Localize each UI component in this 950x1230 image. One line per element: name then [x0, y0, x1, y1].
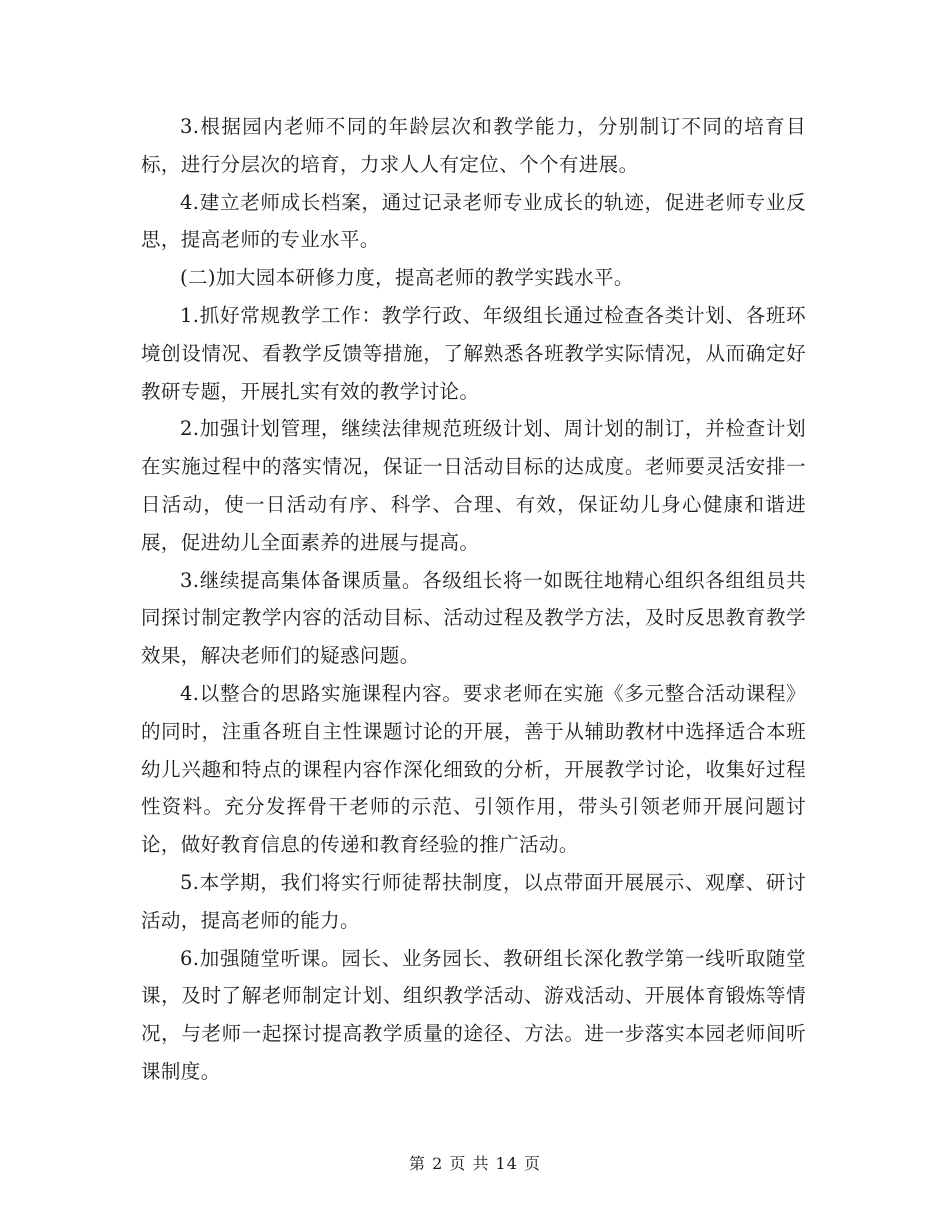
- paragraph-3-lesson-prep: 3.继续提高集体备课质量。各级组长将一如既往地精心组织各组组员共同探讨制定教学内容的活动目标、活动过程及教学方法，及时反思教育教学效果，解决老师们的疑惑问题。: [141, 568, 806, 668]
- paragraph-5-mentorship: 5.本学期，我们将实行师徒帮扶制度，以点带面开展展示、观摩、研讨活动，提高老师的能力。: [141, 870, 806, 932]
- paragraph-4-growth-archive: 4.建立老师成长档案，通过记录老师专业成长的轨迹，促进老师专业反思，提高老师的专业水平。: [141, 190, 806, 252]
- paragraph-1-routine-teaching: 1.抓好常规教学工作：教学行政、年级组长通过检查各类计划、各班环境创设情况、看教学反馈等措施，了解熟悉各班教学实际情况，从而确定好教研专题，开展扎实有效的教学讨论。: [141, 303, 806, 403]
- paragraph-3-training-goals: 3.根据园内老师不同的年龄层次和教学能力，分别制订不同的培育目标，进行分层次的培育，力求人人有定位、个个有进展。: [141, 115, 806, 176]
- footer-middle: 页 共: [449, 1154, 490, 1173]
- section-heading-2: (二)加大园本研修力度，提高老师的教学实践水平。: [180, 266, 634, 290]
- paragraph-2-plan-management: 2.加强计划管理，继续法律规范班级计划、周计划的制订，并检查计划在实施过程中的落实情况，保证一日活动目标的达成度。老师要灵活安排一日活动，使一日活动有序、科学、合理、有效，保证幼儿身心健康和谐进展，促进幼儿全面素养的进展与提高。: [141, 417, 806, 554]
- footer-page-number: 2: [432, 1154, 444, 1173]
- footer-suffix: 页: [524, 1154, 542, 1173]
- footer-total-pages: 14: [495, 1154, 518, 1173]
- paragraph-6-class-observation: 6.加强随堂听课。园长、业务园长、教研组长深化教学第一线听取随堂课，及时了解老师制定计划、组织教学活动、游戏活动、开展体育锻炼等情况，与老师一起探讨提高教学质量的途径、方法。进一步落实本园老师间听课制度。: [141, 946, 806, 1083]
- document-body: [141, 108, 806, 1091]
- paragraph-4-curriculum: 4.以整合的思路实施课程内容。要求老师在实施《多元整合活动课程》的同时，注重各班自主性课题讨论的开展，善于从辅助教材中选择适合本班幼儿兴趣和特点的课程内容作深化细致的分析，开展教学讨论，收集好过程性资料。充分发挥骨干老师的示范、引领作用，带头引领老师开展问题讨论，做好教育信息的传递和教育经验的推广活动。: [141, 681, 806, 857]
- footer-prefix: 第: [408, 1154, 426, 1173]
- page-footer: [0, 1152, 950, 1176]
